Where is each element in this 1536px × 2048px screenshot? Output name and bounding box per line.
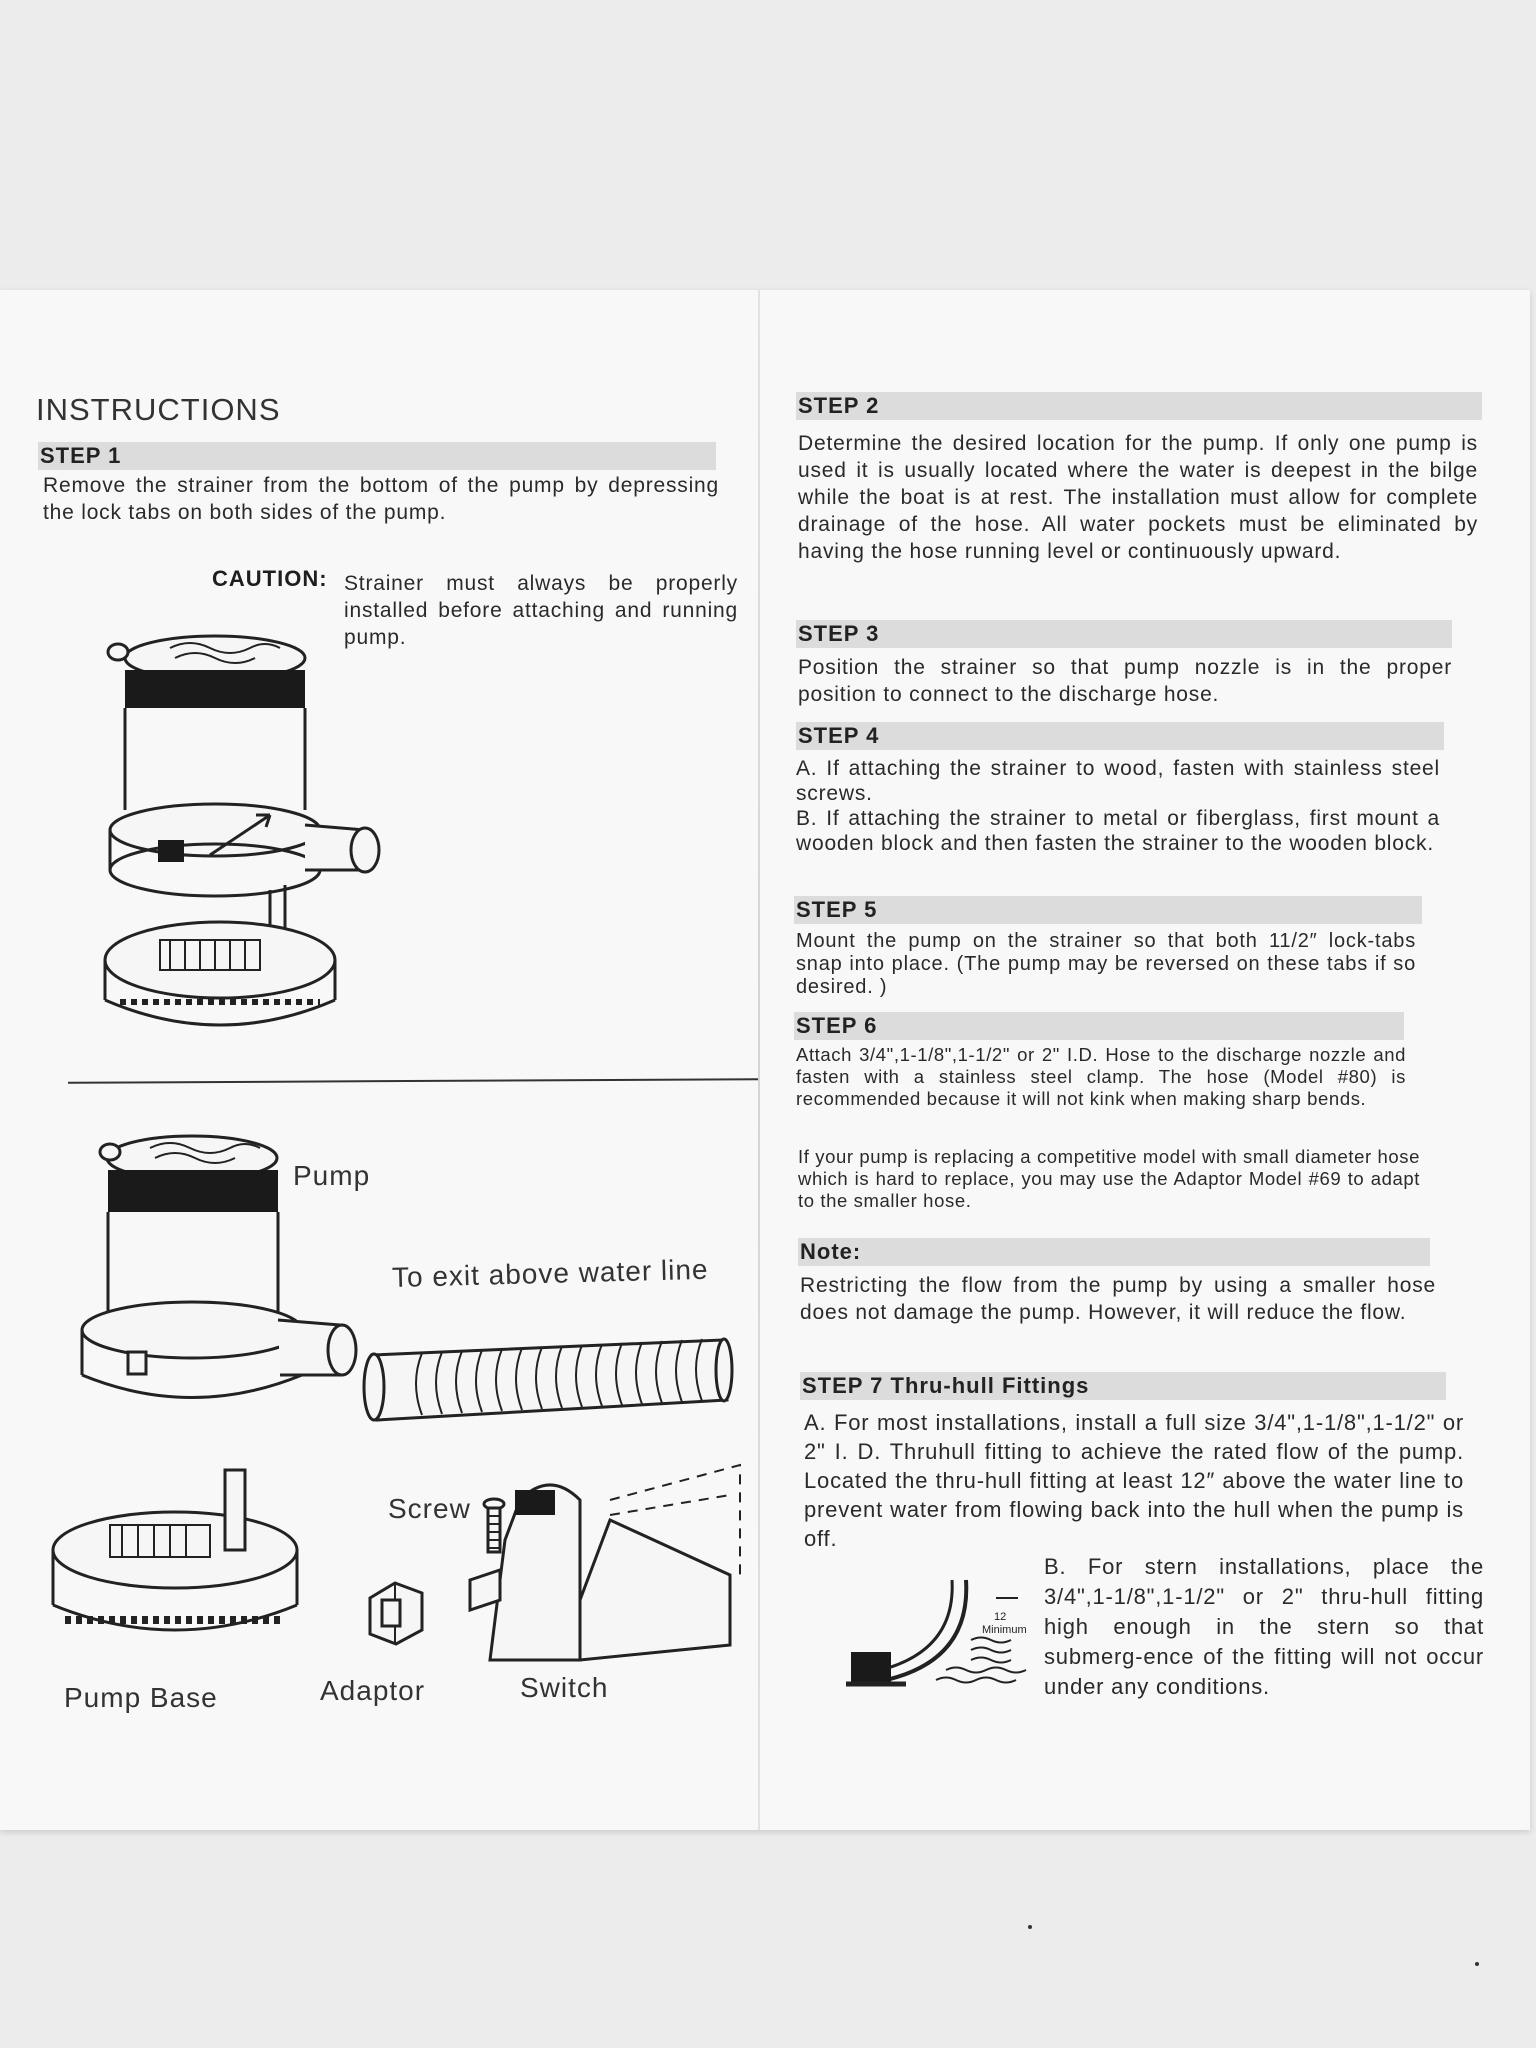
switch-label: Switch xyxy=(520,1672,609,1703)
step2-text: Determine the desired location for the pump. If only one pump is used it is usually located where the water is deepest in the bilge while the boat is at rest. The installation must allow for complete drainage of the hose. All water pockets must be eliminated by having the hose running level or continuously upward. xyxy=(798,432,1478,563)
step3-text: Position the strainer so that pump nozzle is in the proper position to connect to the discharge hose. xyxy=(798,656,1452,706)
step3-heading: STEP 3 xyxy=(796,620,1452,648)
paper-fold xyxy=(758,290,760,1830)
instruction-sheet xyxy=(0,290,1530,1830)
step4-text-a: A. If attaching the strainer to wood, fasten with stainless steel screws. xyxy=(796,757,1440,805)
step1-text: Remove the strainer from the bottom of the pump by depressing the lock tabs on both sides of the pump. xyxy=(43,474,719,524)
step4-text-b: B. If attaching the strainer to metal or fiberglass, first mount a wooden block and then fasten the strainer to the wooden block. xyxy=(796,807,1440,855)
step7-text-b: B. For stern installations, place the 3/4",1-1/8",1-1/2" or 2" thru-hull fitting high enough in the stern so that submerg-ence of the fitting will not occur under any conditions. xyxy=(1044,1554,1484,1699)
step5-heading: STEP 5 xyxy=(794,896,1422,924)
step2-heading: STEP 2 xyxy=(796,392,1482,420)
note-text: Restricting the flow from the pump by using a smaller hose does not damage the pump. However, it will reduce the flow. xyxy=(800,1274,1436,1324)
step7-heading: STEP 7 Thru-hull Fittings xyxy=(800,1372,1446,1400)
section-divider xyxy=(68,1078,758,1084)
screw-label: Screw xyxy=(388,1493,471,1524)
diagram-label-minimum: Minimum xyxy=(982,1624,1027,1636)
caution-text: Strainer must always be properly installed before attaching and running pump. xyxy=(344,572,738,649)
pump-base-label: Pump Base xyxy=(64,1682,218,1713)
exit-label: To exit above water line xyxy=(391,1253,709,1293)
step1-heading: STEP 1 xyxy=(38,442,716,470)
step4-heading: STEP 4 xyxy=(796,722,1444,750)
dust-speck xyxy=(1028,1925,1032,1929)
step6-heading: STEP 6 xyxy=(794,1012,1404,1040)
caution-label: CAUTION: xyxy=(212,566,328,591)
pump-strainer-illustration xyxy=(100,630,400,1070)
pump-base-illustration xyxy=(50,1470,310,1670)
adaptor-label: Adaptor xyxy=(320,1675,426,1706)
switch-illustration xyxy=(470,1460,730,1660)
step7-text-a: A. For most installations, install a full size 3/4",1-1/8",1-1/2" or 2" I. D. Thruhull fitting to achieve the rated flow of the pump. Located the thru-hull fitting at least 12″ above the water line to prevent water from flowing back into the hull when the pump is off. xyxy=(804,1410,1464,1551)
dust-speck xyxy=(1475,1962,1479,1966)
note-heading: Note: xyxy=(798,1238,1430,1266)
hose-illustration xyxy=(362,1325,732,1435)
page-title: INSTRUCTIONS xyxy=(36,392,281,427)
step6-text2: If your pump is replacing a competitive model with small diameter hose which is hard to replace, you may use the Adaptor Model #69 to adapt to the smaller hose. xyxy=(798,1146,1420,1211)
stern-diagram xyxy=(846,1580,1046,1700)
diagram-label-12: 12 xyxy=(994,1611,1007,1623)
pump-label: Pump xyxy=(293,1160,371,1191)
step6-text: Attach 3/4",1-1/8",1-1/2" or 2" I.D. Hose to the discharge nozzle and fasten with a stainless steel clamp. The hose (Model #80) is recommended because it will not kink when making sharp bends. xyxy=(796,1044,1406,1109)
step5-text: Mount the pump on the strainer so that both 11/2″ lock-tabs snap into place. (The pump may be reversed on these tabs if so desired. ) xyxy=(796,930,1416,998)
adaptor-illustration xyxy=(360,1578,430,1648)
